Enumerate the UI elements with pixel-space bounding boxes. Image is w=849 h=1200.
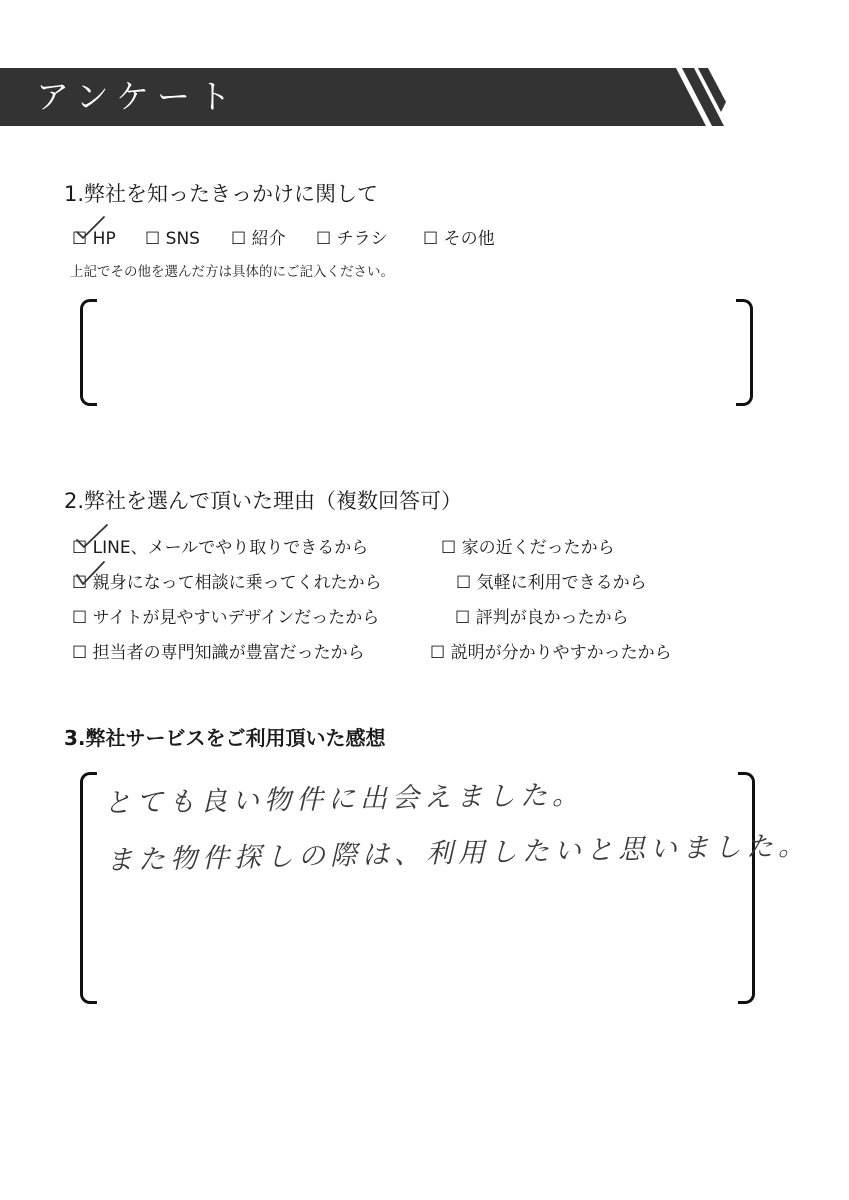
option-label: LINE、メールでやり取りできるから (92, 538, 369, 558)
checkbox-icon: ☐ (72, 538, 88, 558)
check-mark-icon (74, 559, 110, 589)
q2-option-expert-staff[interactable] (72, 641, 365, 665)
q3-title: 3.弊社サービスをご利用頂いた感想 (64, 726, 386, 750)
option-label: 説明が分かりやすかったから (450, 643, 672, 663)
option-label: サイトが見やすいデザインだったから (92, 608, 380, 628)
option-label: 家の近くだったから (461, 538, 615, 558)
option-label: 担当者の専門知識が豊富だったから (92, 643, 365, 663)
option-label: 気軽に利用できるから (476, 573, 647, 593)
checkbox-icon: ☐ (72, 229, 88, 249)
option-label: チラシ (336, 229, 388, 249)
q1-other-answer-area[interactable] (100, 302, 730, 398)
option-label: 紹介 (251, 229, 286, 249)
q1-title: 1.弊社を知ったきっかけに関して (64, 182, 379, 206)
q2-option-site-design[interactable] (72, 606, 379, 630)
answer-box-right-bracket (736, 299, 753, 406)
q1-option-sns[interactable] (145, 227, 200, 251)
page-title: アンケート (36, 77, 240, 116)
q1-option-other[interactable] (423, 227, 495, 251)
checkbox-icon: ☐ (430, 643, 446, 663)
q2-title: 2.弊社を選んで頂いた理由（複数回答可） (64, 489, 463, 513)
checkbox-icon: ☐ (423, 229, 439, 249)
q3-answer-line-1: とても良い物件に出会えました。 (103, 779, 585, 820)
checkbox-icon: ☐ (72, 608, 88, 628)
checkbox-icon: ☐ (72, 573, 88, 593)
q1-option-flyer[interactable] (316, 227, 388, 251)
checkbox-icon: ☐ (231, 229, 247, 249)
checkbox-icon: ☐ (456, 573, 472, 593)
option-label: SNS (165, 229, 200, 249)
q1-note: 上記でその他を選んだ方は具体的にご記入ください。 (70, 264, 394, 280)
checkbox-icon: ☐ (316, 229, 332, 249)
check-mark-icon (74, 214, 108, 244)
answer-box-left-bracket (80, 299, 97, 406)
option-label: その他 (443, 229, 495, 249)
option-label: 評判が良かったから (475, 608, 629, 628)
q2-option-easy-to-use[interactable] (456, 571, 647, 595)
q2-option-line-email[interactable] (72, 536, 368, 560)
option-label: 親身になって相談に乗ってくれたから (92, 573, 382, 593)
q1-option-referral[interactable] (231, 227, 286, 251)
checkbox-icon: ☐ (455, 608, 471, 628)
q3-answer-line-2: また物件探しの際は、利用したいと思いました。 (105, 830, 811, 877)
answer-box-left-bracket (80, 772, 97, 1004)
q2-option-kind-consultation[interactable] (72, 571, 382, 595)
q2-option-near-home[interactable] (441, 536, 615, 560)
checkbox-icon: ☐ (72, 643, 88, 663)
q3-answer-area[interactable] (100, 776, 811, 994)
option-label: HP (92, 229, 116, 249)
check-mark-icon (74, 522, 110, 552)
q2-option-clear-explanation[interactable] (430, 641, 672, 665)
q2-option-reputation[interactable] (455, 606, 629, 630)
checkbox-icon: ☐ (441, 538, 457, 558)
answer-box-right-bracket (738, 772, 755, 1004)
checkbox-icon: ☐ (145, 229, 161, 249)
